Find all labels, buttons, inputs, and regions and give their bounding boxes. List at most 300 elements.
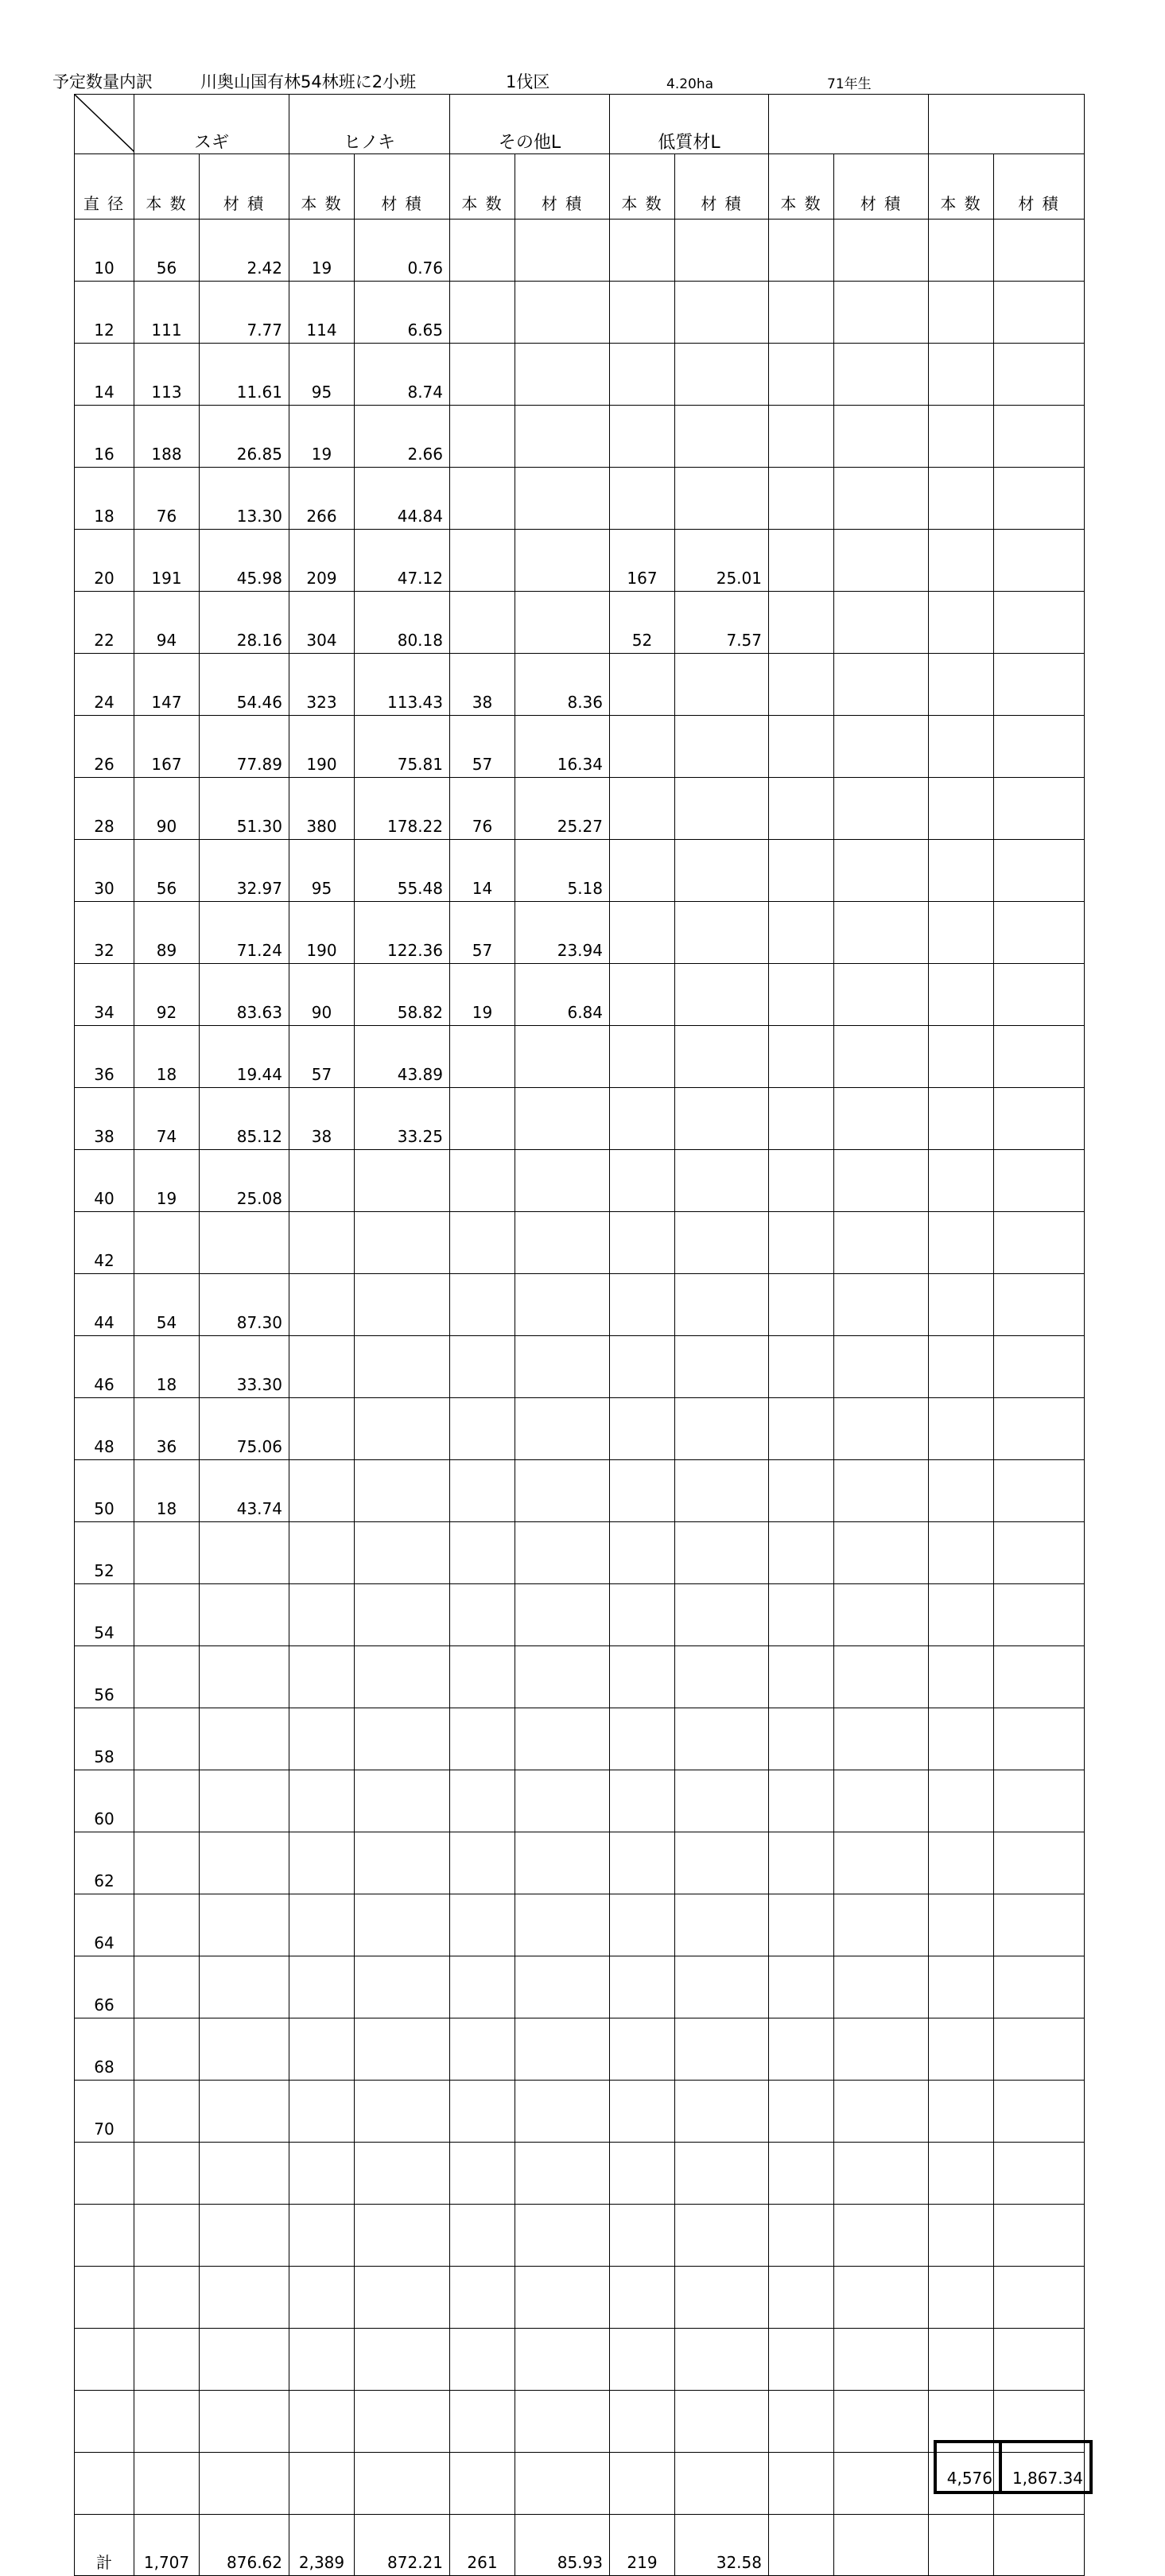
- count-cell: [134, 2018, 200, 2081]
- volume-cell: [834, 1212, 929, 1274]
- count-cell: [289, 1584, 355, 1646]
- diameter-cell: [75, 2391, 134, 2453]
- count-cell: 19: [289, 406, 355, 468]
- volume-cell: [834, 840, 929, 902]
- volume-cell: [515, 2205, 610, 2267]
- count-cell: [610, 716, 675, 778]
- table-row: [75, 1088, 1085, 1150]
- volume-cell: 45.98: [200, 530, 289, 592]
- count-cell: [769, 1956, 834, 2018]
- volume-cell: [834, 220, 929, 282]
- count-cell: 14: [450, 840, 515, 902]
- count-cell: 111: [134, 282, 200, 344]
- count-cell: [134, 1832, 200, 1894]
- volume-cell: [675, 2453, 769, 2515]
- count-cell: 76: [450, 778, 515, 840]
- volume-cell: [515, 1956, 610, 2018]
- diameter-cell: 54: [75, 1584, 134, 1646]
- table-row: [75, 716, 1085, 778]
- volume-cell: 13.30: [200, 468, 289, 530]
- diameter-header: 直 径: [75, 154, 134, 220]
- diameter-cell: 32: [75, 902, 134, 964]
- volume-cell: [994, 1336, 1085, 1398]
- volume-cell: [355, 1460, 450, 1522]
- count-cell: [610, 1708, 675, 1770]
- count-cell: [450, 1088, 515, 1150]
- table-row: [75, 902, 1085, 964]
- diameter-cell: 12: [75, 282, 134, 344]
- diameter-cell: 44: [75, 1274, 134, 1336]
- total-count-cell: [769, 2515, 834, 2576]
- category-header: 低質材L: [610, 95, 769, 154]
- volume-cell: [834, 2267, 929, 2329]
- count-cell: [929, 220, 994, 282]
- volume-cell: [200, 1770, 289, 1832]
- volume-cell: [834, 654, 929, 716]
- volume-cell: 83.63: [200, 964, 289, 1026]
- volume-cell: 25.08: [200, 1150, 289, 1212]
- diameter-cell: 70: [75, 2081, 134, 2143]
- table-row: [75, 468, 1085, 530]
- volume-cell: 19.44: [200, 1026, 289, 1088]
- table-row: [75, 1646, 1085, 1708]
- count-cell: 57: [289, 1026, 355, 1088]
- volume-cell: [675, 840, 769, 902]
- volume-cell: [834, 1274, 929, 1336]
- volume-cell: 58.82: [355, 964, 450, 1026]
- volume-cell: [994, 530, 1085, 592]
- volume-cell: [675, 1150, 769, 1212]
- count-cell: 19: [134, 1150, 200, 1212]
- count-cell: [769, 530, 834, 592]
- volume-cell: [834, 716, 929, 778]
- volume-cell: 7.77: [200, 282, 289, 344]
- volume-cell: 8.74: [355, 344, 450, 406]
- count-cell: [450, 530, 515, 592]
- volume-cell: [994, 654, 1085, 716]
- volume-cell: 75.06: [200, 1398, 289, 1460]
- count-cell: 38: [289, 1088, 355, 1150]
- diameter-cell: 38: [75, 1088, 134, 1150]
- diameter-cell: 20: [75, 530, 134, 592]
- count-cell: [929, 2205, 994, 2267]
- volume-cell: [834, 2018, 929, 2081]
- volume-cell: [994, 592, 1085, 654]
- count-cell: [450, 2018, 515, 2081]
- count-cell: 113: [134, 344, 200, 406]
- volume-cell: [834, 344, 929, 406]
- count-cell: [610, 1832, 675, 1894]
- volume-cell: [515, 2267, 610, 2329]
- volume-cell: [515, 592, 610, 654]
- count-cell: [450, 1336, 515, 1398]
- volume-cell: [675, 2205, 769, 2267]
- count-cell: 54: [134, 1274, 200, 1336]
- volume-cell: [834, 282, 929, 344]
- cutting-area-label: 1伐区: [506, 72, 550, 91]
- diameter-cell: [75, 2143, 134, 2205]
- count-cell: [769, 964, 834, 1026]
- count-cell: [450, 406, 515, 468]
- count-cell: 167: [134, 716, 200, 778]
- count-cell: [289, 1708, 355, 1770]
- count-cell: [769, 2018, 834, 2081]
- volume-cell: 55.48: [355, 840, 450, 902]
- count-cell: [289, 1894, 355, 1956]
- volume-cell: [355, 2329, 450, 2391]
- volume-cell: [515, 282, 610, 344]
- count-cell: [769, 778, 834, 840]
- count-cell: [610, 654, 675, 716]
- volume-cell: [834, 1584, 929, 1646]
- count-cell: [610, 2453, 675, 2515]
- volume-cell: [994, 1832, 1085, 1894]
- count-header: 本 数: [134, 154, 200, 220]
- volume-cell: [994, 1274, 1085, 1336]
- count-cell: [769, 1894, 834, 1956]
- volume-cell: 11.61: [200, 344, 289, 406]
- count-cell: [610, 902, 675, 964]
- count-cell: 94: [134, 592, 200, 654]
- volume-cell: 44.84: [355, 468, 450, 530]
- volume-cell: [675, 1336, 769, 1398]
- count-cell: [610, 1150, 675, 1212]
- count-cell: 56: [134, 220, 200, 282]
- count-cell: [134, 1956, 200, 2018]
- volume-cell: [515, 1584, 610, 1646]
- count-cell: [289, 1646, 355, 1708]
- volume-cell: [515, 1894, 610, 1956]
- count-cell: [289, 1460, 355, 1522]
- count-cell: [450, 282, 515, 344]
- count-cell: 36: [134, 1398, 200, 1460]
- table-row: [75, 1212, 1085, 1274]
- doc-title: 予定数量内訳: [52, 72, 153, 91]
- count-cell: [610, 1398, 675, 1460]
- count-cell: [610, 1646, 675, 1708]
- volume-cell: 5.18: [515, 840, 610, 902]
- count-cell: [769, 1026, 834, 1088]
- volume-cell: 32.97: [200, 840, 289, 902]
- count-cell: [929, 902, 994, 964]
- volume-cell: [994, 1150, 1085, 1212]
- count-cell: [610, 282, 675, 344]
- count-cell: [450, 592, 515, 654]
- count-cell: [769, 220, 834, 282]
- count-cell: [610, 1274, 675, 1336]
- count-cell: [610, 2205, 675, 2267]
- area-label: 4.20ha: [666, 76, 714, 92]
- volume-cell: [834, 1026, 929, 1088]
- grand-total: [934, 2440, 1093, 2494]
- column-header-row: [75, 154, 1085, 220]
- volume-table: [74, 94, 1085, 2576]
- volume-cell: [355, 2391, 450, 2453]
- count-cell: 190: [289, 902, 355, 964]
- count-cell: [769, 2143, 834, 2205]
- count-cell: 191: [134, 530, 200, 592]
- count-cell: 18: [134, 1460, 200, 1522]
- volume-cell: 7.57: [675, 592, 769, 654]
- volume-cell: [355, 1274, 450, 1336]
- count-cell: [289, 2081, 355, 2143]
- document-header: [0, 0, 1165, 95]
- volume-cell: [675, 1522, 769, 1584]
- volume-cell: 80.18: [355, 592, 450, 654]
- volume-cell: [675, 1584, 769, 1646]
- count-cell: [929, 1026, 994, 1088]
- table-row: [75, 1832, 1085, 1894]
- volume-cell: [675, 1894, 769, 1956]
- table-row: [75, 2081, 1085, 2143]
- volume-cell: [515, 2081, 610, 2143]
- table-row: [75, 2143, 1085, 2205]
- volume-cell: [834, 2329, 929, 2391]
- volume-cell: [834, 902, 929, 964]
- volume-cell: [675, 902, 769, 964]
- diameter-cell: 24: [75, 654, 134, 716]
- volume-cell: [834, 1708, 929, 1770]
- volume-cell: [675, 220, 769, 282]
- count-cell: [610, 2081, 675, 2143]
- table-row: [75, 778, 1085, 840]
- volume-cell: 33.25: [355, 1088, 450, 1150]
- count-cell: [769, 902, 834, 964]
- volume-cell: [675, 2081, 769, 2143]
- count-cell: [134, 1708, 200, 1770]
- volume-cell: 23.94: [515, 902, 610, 964]
- table-row: [75, 2018, 1085, 2081]
- volume-cell: [200, 2081, 289, 2143]
- volume-cell: [355, 2018, 450, 2081]
- count-cell: [289, 1336, 355, 1398]
- table-row: [75, 220, 1085, 282]
- total-row: [75, 2515, 1085, 2576]
- count-cell: [769, 2205, 834, 2267]
- count-cell: [929, 778, 994, 840]
- count-cell: [450, 468, 515, 530]
- table-row: [75, 1584, 1085, 1646]
- volume-cell: [515, 1336, 610, 1398]
- count-cell: [929, 1832, 994, 1894]
- volume-cell: [200, 1584, 289, 1646]
- volume-cell: [515, 1770, 610, 1832]
- volume-cell: 71.24: [200, 902, 289, 964]
- count-cell: [929, 1708, 994, 1770]
- count-cell: [610, 1088, 675, 1150]
- volume-cell: [355, 1212, 450, 1274]
- count-cell: [929, 282, 994, 344]
- table-row: [75, 1274, 1085, 1336]
- table-row: [75, 406, 1085, 468]
- diameter-cell: [75, 2329, 134, 2391]
- volume-cell: [834, 1460, 929, 1522]
- category-header: [929, 95, 1085, 154]
- diameter-cell: 66: [75, 1956, 134, 2018]
- count-cell: [610, 2143, 675, 2205]
- volume-cell: [834, 1770, 929, 1832]
- volume-cell: [355, 2143, 450, 2205]
- count-cell: [929, 1646, 994, 1708]
- count-cell: [289, 1770, 355, 1832]
- count-header: 本 数: [289, 154, 355, 220]
- volume-cell: [515, 406, 610, 468]
- volume-cell: [200, 1956, 289, 2018]
- count-cell: [929, 1460, 994, 1522]
- count-cell: [769, 406, 834, 468]
- count-cell: [929, 2081, 994, 2143]
- count-cell: [769, 2267, 834, 2329]
- count-cell: [610, 1460, 675, 1522]
- volume-cell: [834, 1956, 929, 2018]
- count-cell: 304: [289, 592, 355, 654]
- count-cell: 90: [289, 964, 355, 1026]
- count-cell: 323: [289, 654, 355, 716]
- count-cell: [610, 1584, 675, 1646]
- count-cell: [610, 2267, 675, 2329]
- count-cell: [134, 1212, 200, 1274]
- table-row: [75, 2391, 1085, 2453]
- volume-cell: [675, 282, 769, 344]
- count-cell: [610, 1770, 675, 1832]
- count-cell: [769, 1336, 834, 1398]
- volume-cell: [200, 1832, 289, 1894]
- volume-cell: [355, 1522, 450, 1584]
- total-count-cell: [929, 2515, 994, 2576]
- count-cell: [450, 1522, 515, 1584]
- volume-cell: [834, 1646, 929, 1708]
- table-row: [75, 1460, 1085, 1522]
- volume-cell: [994, 468, 1085, 530]
- count-cell: [289, 2018, 355, 2081]
- count-cell: [450, 1274, 515, 1336]
- volume-cell: [834, 1522, 929, 1584]
- volume-cell: [994, 2143, 1085, 2205]
- volume-cell: [994, 840, 1085, 902]
- volume-cell: [834, 2453, 929, 2515]
- count-cell: [929, 1584, 994, 1646]
- volume-cell: [834, 964, 929, 1026]
- table-row: [75, 1336, 1085, 1398]
- volume-cell: [675, 1088, 769, 1150]
- volume-cell: [515, 2143, 610, 2205]
- count-cell: [929, 1212, 994, 1274]
- diameter-cell: 14: [75, 344, 134, 406]
- count-cell: [769, 1212, 834, 1274]
- volume-cell: [200, 2018, 289, 2081]
- total-volume-cell: 32.58: [675, 2515, 769, 2576]
- count-header: 本 数: [610, 154, 675, 220]
- volume-cell: [200, 2205, 289, 2267]
- count-cell: [134, 1894, 200, 1956]
- count-cell: [289, 2453, 355, 2515]
- count-cell: [450, 1584, 515, 1646]
- volume-cell: [834, 530, 929, 592]
- volume-cell: [994, 1584, 1085, 1646]
- count-cell: [929, 2143, 994, 2205]
- volume-cell: [994, 2267, 1085, 2329]
- volume-cell: [834, 2205, 929, 2267]
- diameter-cell: 18: [75, 468, 134, 530]
- count-cell: [134, 2143, 200, 2205]
- table-row: [75, 282, 1085, 344]
- volume-cell: 33.30: [200, 1336, 289, 1398]
- count-cell: [769, 654, 834, 716]
- diameter-cell: 26: [75, 716, 134, 778]
- count-cell: 90: [134, 778, 200, 840]
- volume-cell: [515, 2391, 610, 2453]
- count-cell: [134, 2329, 200, 2391]
- diameter-cell: 40: [75, 1150, 134, 1212]
- volume-cell: 16.34: [515, 716, 610, 778]
- volume-cell: [200, 2391, 289, 2453]
- count-cell: [450, 2329, 515, 2391]
- volume-cell: [675, 716, 769, 778]
- volume-cell: [994, 2018, 1085, 2081]
- count-cell: 76: [134, 468, 200, 530]
- volume-cell: [994, 1088, 1085, 1150]
- volume-cell: [355, 1584, 450, 1646]
- volume-cell: [675, 1212, 769, 1274]
- volume-header: 材 積: [355, 154, 450, 220]
- count-cell: [289, 1398, 355, 1460]
- count-cell: [929, 1274, 994, 1336]
- diameter-cell: [75, 2267, 134, 2329]
- total-count-cell: 1,707: [134, 2515, 200, 2576]
- count-cell: 57: [450, 902, 515, 964]
- volume-cell: [515, 2453, 610, 2515]
- count-cell: [450, 1956, 515, 2018]
- volume-cell: 26.85: [200, 406, 289, 468]
- volume-cell: 25.01: [675, 530, 769, 592]
- volume-cell: [515, 2329, 610, 2391]
- count-cell: [929, 1150, 994, 1212]
- count-cell: [134, 2453, 200, 2515]
- volume-cell: 85.12: [200, 1088, 289, 1150]
- diameter-cell: 10: [75, 220, 134, 282]
- volume-cell: [834, 1088, 929, 1150]
- count-cell: [610, 344, 675, 406]
- count-cell: 167: [610, 530, 675, 592]
- count-cell: [610, 220, 675, 282]
- count-cell: 19: [289, 220, 355, 282]
- diameter-cell: 56: [75, 1646, 134, 1708]
- count-cell: [769, 468, 834, 530]
- volume-cell: 87.30: [200, 1274, 289, 1336]
- diameter-cell: 34: [75, 964, 134, 1026]
- count-cell: [769, 1088, 834, 1150]
- volume-cell: [200, 1646, 289, 1708]
- table-row: [75, 840, 1085, 902]
- count-cell: [289, 1150, 355, 1212]
- category-header: [769, 95, 929, 154]
- volume-cell: [675, 1026, 769, 1088]
- volume-cell: 2.42: [200, 220, 289, 282]
- count-cell: 56: [134, 840, 200, 902]
- count-cell: [134, 1646, 200, 1708]
- volume-cell: [834, 1832, 929, 1894]
- count-cell: [769, 344, 834, 406]
- count-cell: [769, 1646, 834, 1708]
- count-cell: 266: [289, 468, 355, 530]
- diameter-cell: 60: [75, 1770, 134, 1832]
- volume-cell: [515, 1708, 610, 1770]
- count-cell: [450, 2391, 515, 2453]
- count-cell: [769, 1832, 834, 1894]
- total-count-cell: 261: [450, 2515, 515, 2576]
- count-cell: [610, 778, 675, 840]
- count-cell: [289, 1832, 355, 1894]
